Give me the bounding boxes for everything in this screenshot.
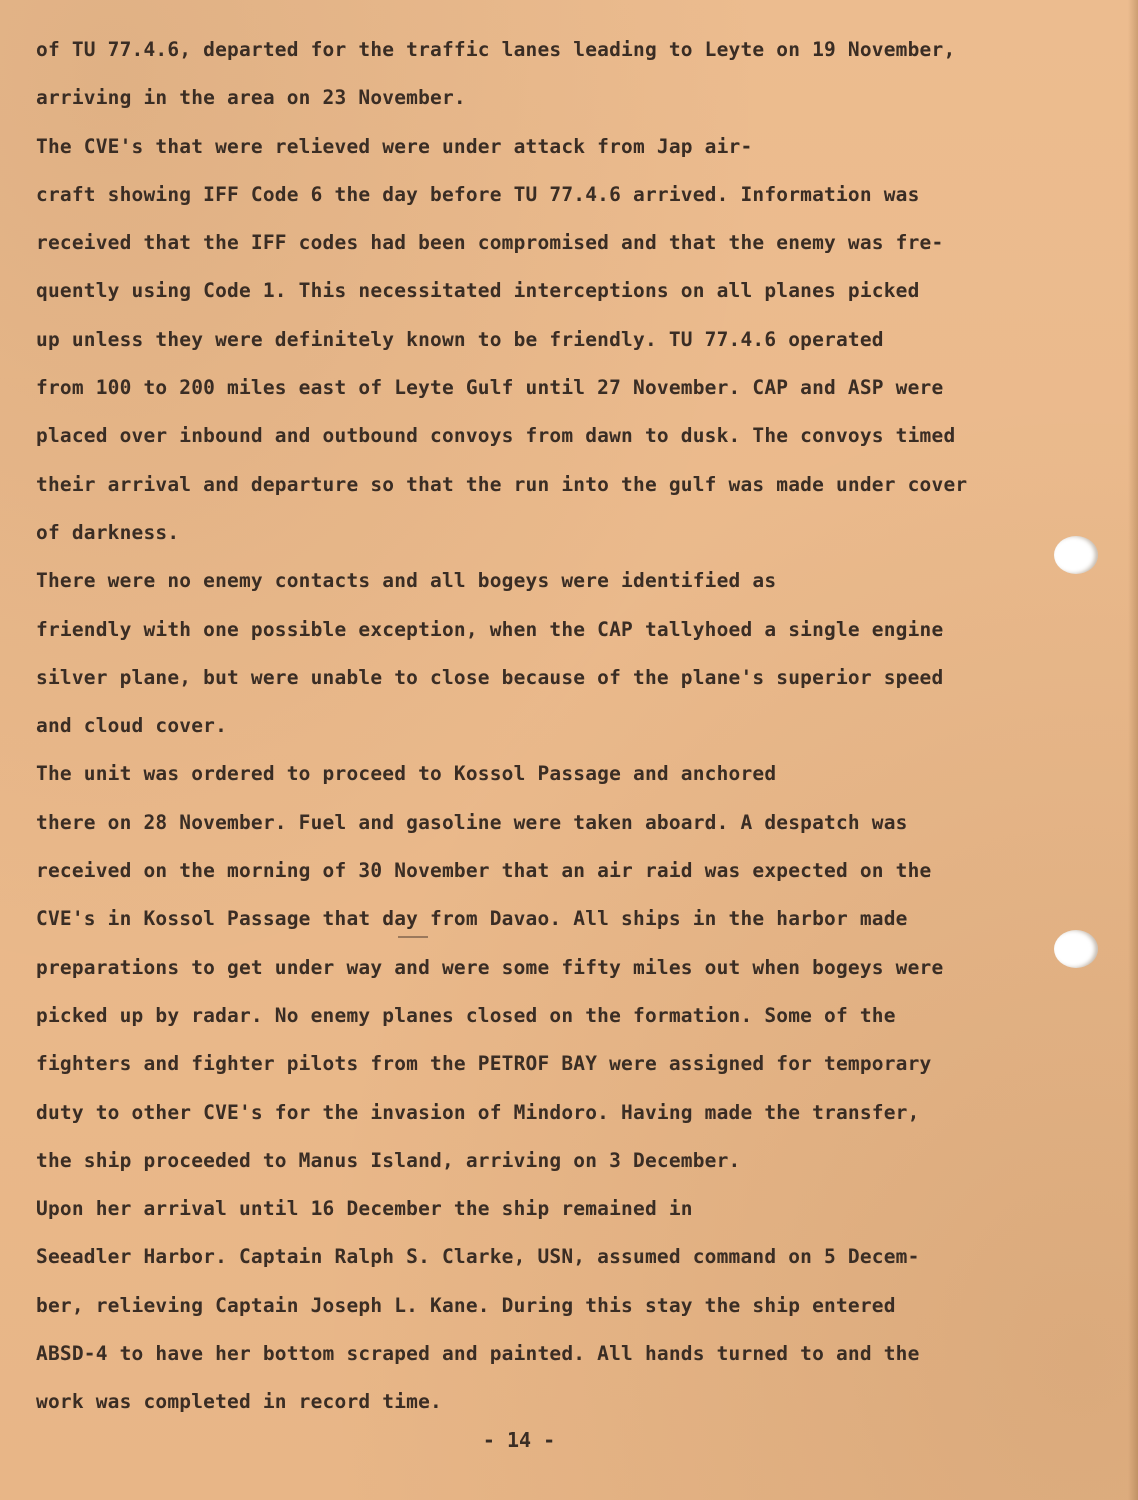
ink-mark <box>398 936 428 938</box>
text-line: received that the IFF codes had been compromised and that the enemy was fre- <box>36 231 944 255</box>
text-line: work was completed in record time. <box>36 1390 442 1414</box>
text-line: There were no enemy contacts and all bogeys were identified as <box>36 569 777 593</box>
text-line: up unless they were definitely known to be friendly. TU 77.4.6 operated <box>36 327 884 351</box>
text-line: of darkness. <box>36 520 180 544</box>
text-line: CVE's in Kossol Passage that day from Davao. All ships in the harbor made <box>36 907 908 931</box>
text-line: ABSD-4 to have her bottom scraped and painted. All hands turned to and the <box>36 1342 920 1366</box>
paragraph-2 <box>36 123 996 558</box>
text-line: ber, relieving Captain Joseph L. Kane. During this stay the ship entered <box>36 1293 896 1317</box>
text-line: craft showing IFF Code 6 the day before TU 77.4.6 arrived. Information was <box>36 182 920 206</box>
text-line: their arrival and departure so that the run into the gulf was made under cover <box>36 472 968 496</box>
text-line: preparations to get under way and were some fifty miles out when bogeys were <box>36 955 944 979</box>
text-line: the ship proceeded to Manus Island, arriving on 3 December. <box>36 1148 741 1172</box>
page-edge-shadow <box>1128 0 1138 1500</box>
text-line: there on 28 November. Fuel and gasoline were taken aboard. A despatch was <box>36 810 908 834</box>
text-line: friendly with one possible exception, when the CAP tallyhoed a single engine <box>36 617 944 641</box>
text-line: Upon her arrival until 16 December the ship remained in <box>36 1197 693 1221</box>
text-line: silver plane, but were unable to close because of the plane's superior speed <box>36 665 944 689</box>
text-line: placed over inbound and outbound convoys from dawn to dusk. The convoys timed <box>36 424 956 448</box>
text-line: from 100 to 200 miles east of Leyte Gulf until 27 November. CAP and ASP were <box>36 376 944 400</box>
paragraph-3 <box>36 557 996 750</box>
text-line: fighters and fighter pilots from the PETROF BAY were assigned for temporary <box>36 1052 932 1076</box>
text-line: arriving in the area on 23 November. <box>36 86 466 110</box>
punch-hole <box>1054 930 1098 968</box>
text-line: of TU 77.4.6, departed for the traffic lanes leading to Leyte on 19 November, <box>36 38 956 61</box>
text-line: duty to other CVE's for the invasion of Mindoro. Having made the transfer, <box>36 1100 920 1124</box>
page-number: - 14 - <box>482 1428 556 1452</box>
text-line: and cloud cover. <box>36 714 228 738</box>
paragraph-1 <box>36 26 996 123</box>
text-line: Seeadler Harbor. Captain Ralph S. Clarke, USN, assumed command on 5 Decem- <box>36 1245 920 1269</box>
text-line: picked up by radar. No enemy planes closed on the formation. Some of the <box>36 1003 896 1027</box>
text-line: quently using Code 1. This necessitated interceptions on all planes picked <box>36 279 920 303</box>
punch-hole <box>1054 536 1098 574</box>
text-line: received on the morning of 30 November that an air raid was expected on the <box>36 859 932 883</box>
body-text <box>36 26 996 1427</box>
text-line: The unit was ordered to proceed to Kossol Passage and anchored <box>36 762 777 786</box>
paragraph-5 <box>36 1185 996 1426</box>
text-line: The CVE's that were relieved were under attack from Jap air- <box>36 134 753 158</box>
paragraph-4 <box>36 750 996 1185</box>
